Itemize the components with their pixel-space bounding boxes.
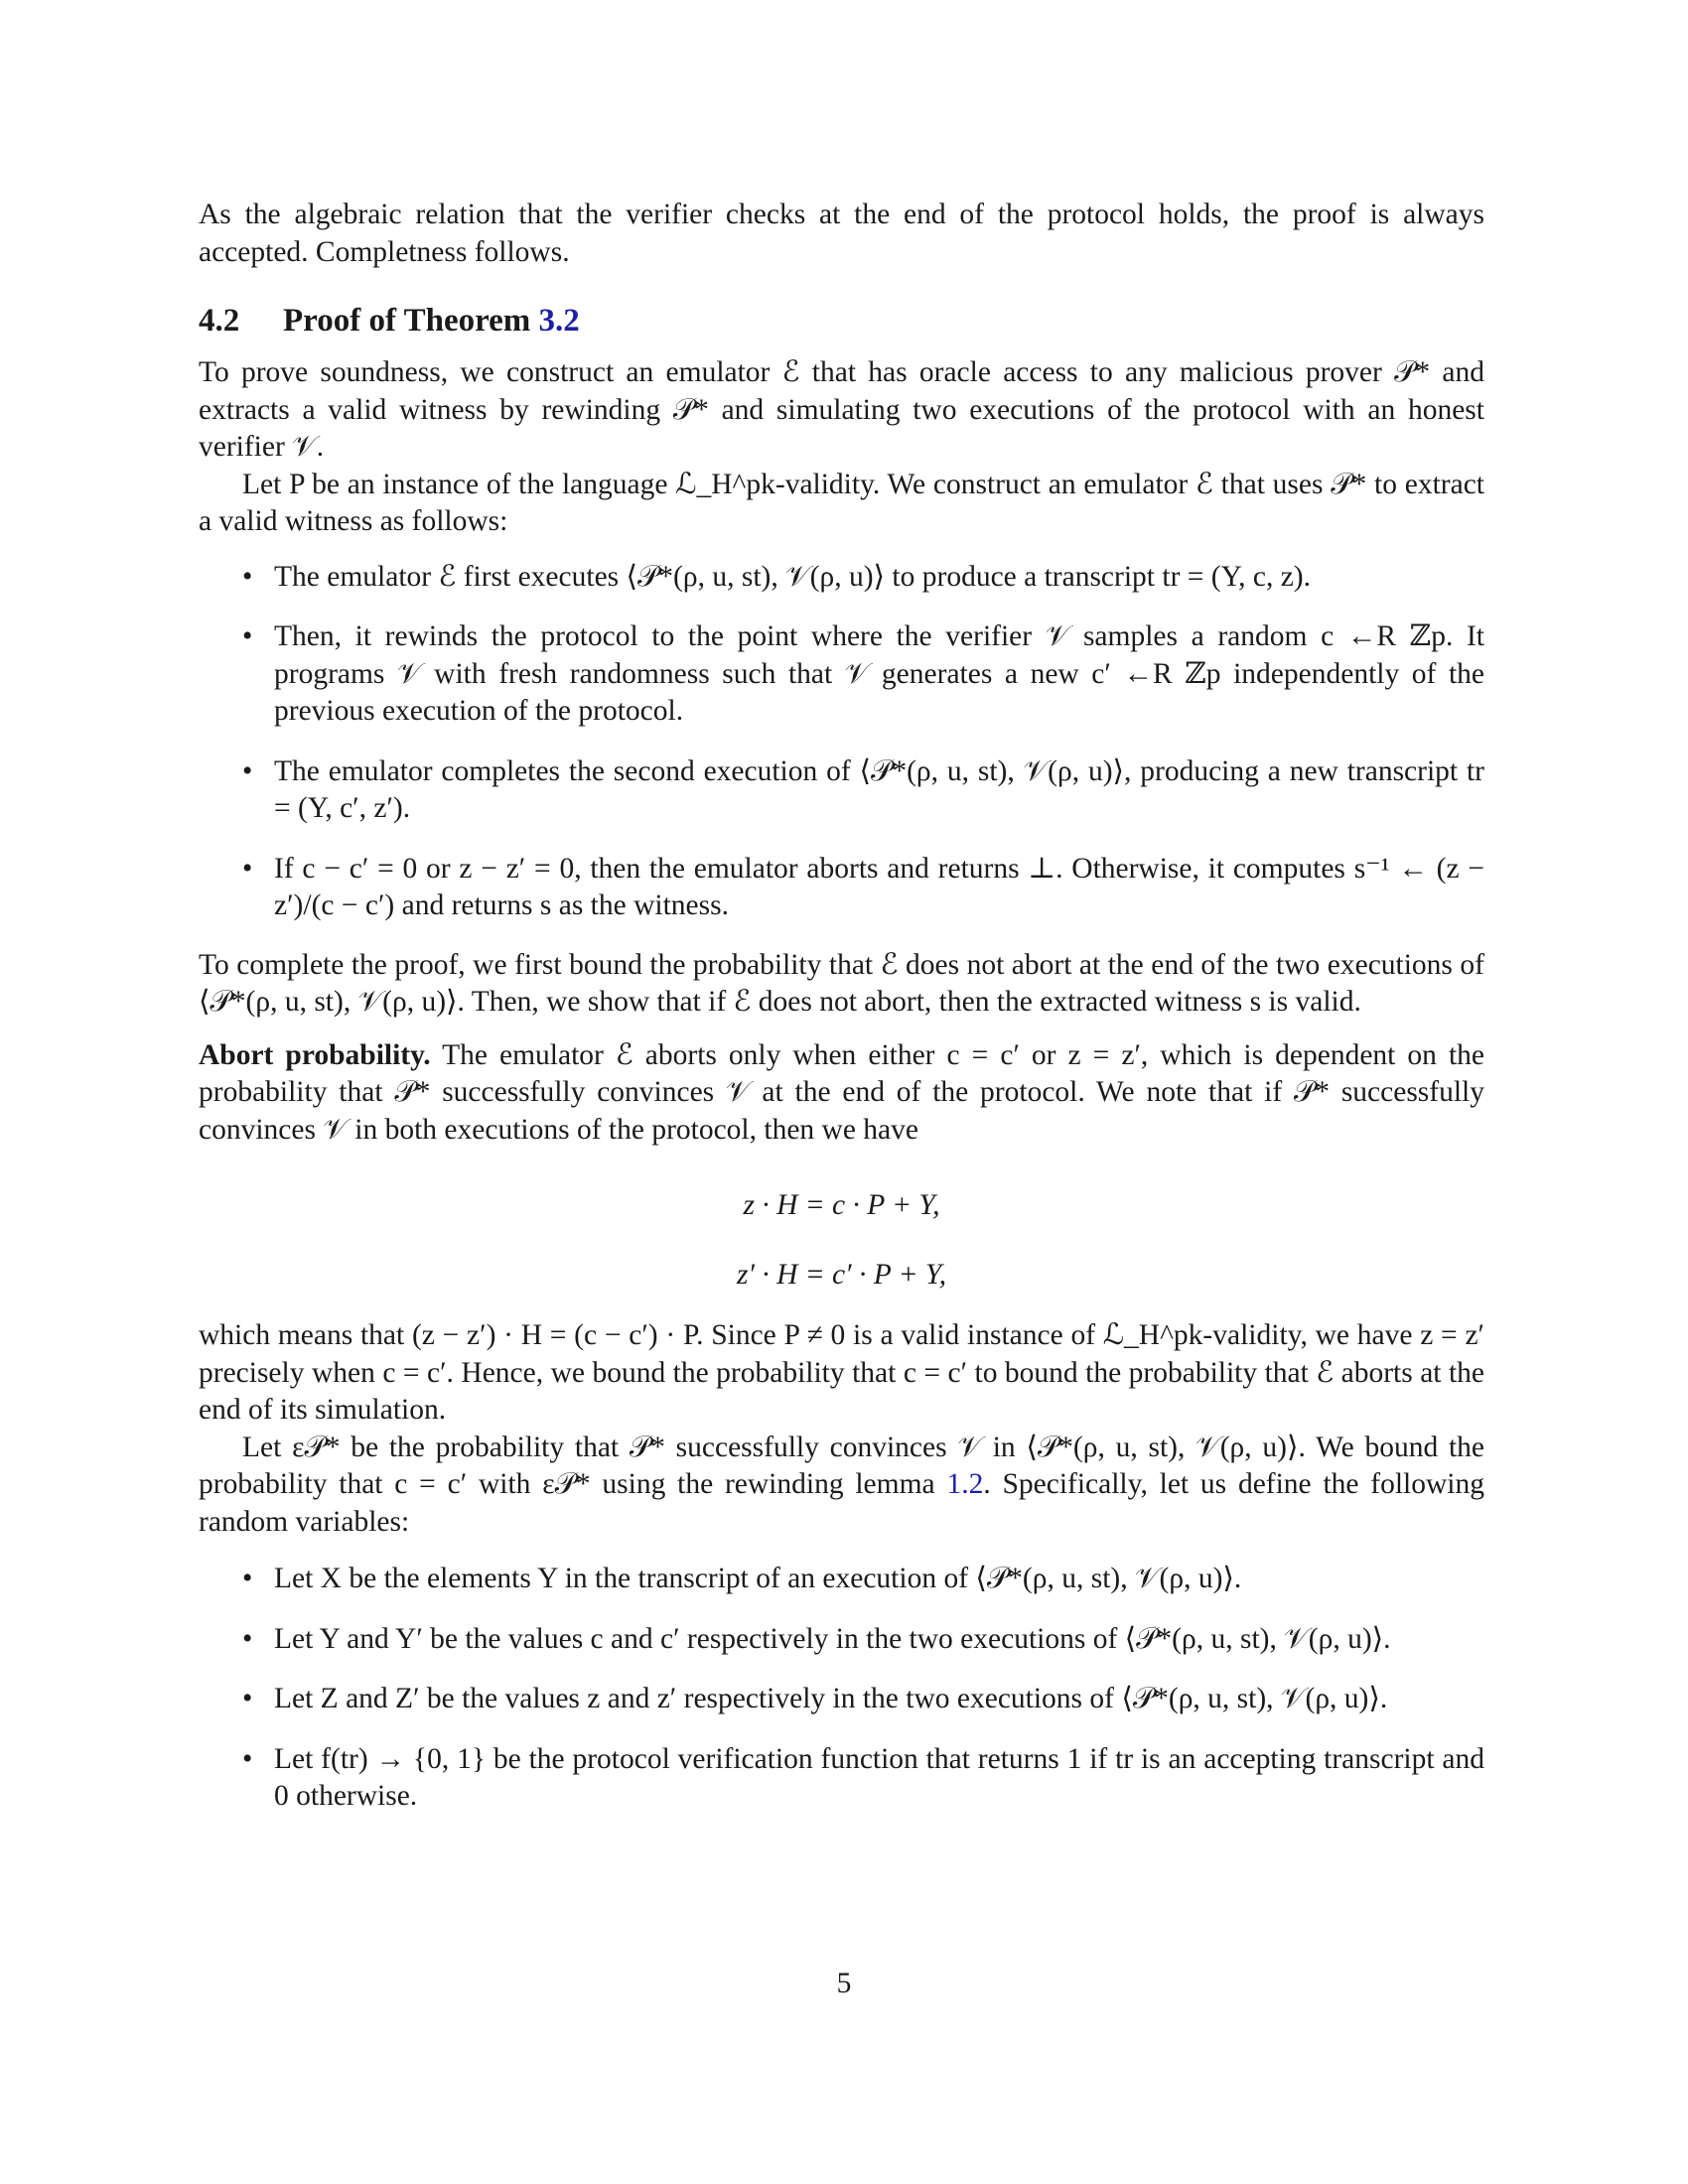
equation-line: z′ · H = c′ · P + Y, [737,1259,946,1291]
list-item: • The emulator completes the second execution of ⟨𝒫*(ρ, u, st), 𝒱(ρ, u)⟩, producing a new transcript tr = (Y, c′, z′). [199,753,1484,828]
paragraph-plan: To complete the proof, we first bound the probability that ℰ does not abort at the end of the two executions of ⟨𝒫*(ρ, u, st), 𝒱(ρ, u)⟩. Then, we show that if ℰ does not abort, then the extracted witness s is valid. [199,948,1484,1018]
list-item: • The emulator ℰ first executes ⟨𝒫*(ρ, u, st), 𝒱(ρ, u)⟩ to produce a transcript tr = (Y, c, z). [199,559,1484,597]
paragraph-epsilon [199,1430,1484,1542]
list-item: • Then, it rewinds the protocol to the point where the verifier 𝒱 samples a random c ←R ℤp. It programs 𝒱 with fresh randomness such that 𝒱 generates a new c′ ←R ℤp independently of the previous execution of the protocol. [199,618,1484,731]
list-item: • Let Y and Y′ be the values c and c′ respectively in the two executions of ⟨𝒫*(ρ, u, st), 𝒱(ρ, u)⟩. [199,1621,1484,1659]
epsilon-text: Let ε𝒫* be the probability that 𝒫* successfully convinces 𝒱 in ⟨𝒫*(ρ, u, st), 𝒱(ρ, u)⟩. We bound the probability that c = c′ with ε𝒫* using the rewinding lemma [199,1431,1484,1500]
paragraph-soundness-intro: To prove soundness, we construct an emulator ℰ that has oracle access to any malicious prover 𝒫* and extracts a valid witness by rewinding 𝒫* and simulating two executions of the protocol with an honest verifier 𝒱. [199,356,1484,463]
paragraph-abort [199,1037,1484,1150]
list-item: • Let f(tr) → {0, 1} be the protocol verification function that returns 1 if tr is an accepting transcript and 0 otherwise. [199,1741,1484,1816]
theorem-reference-link[interactable]: 3.2 [538,303,580,339]
section-heading [199,301,1484,341]
list-item: • Let Z and Z′ be the values z and z′ respectively in the two executions of ⟨𝒫*(ρ, u, st), 𝒱(ρ, u)⟩. [199,1681,1484,1718]
page-number: 5 [836,1968,852,1999]
list-item: • Let X be the elements Y in the transcript of an execution of ⟨𝒫*(ρ, u, st), 𝒱(ρ, u)⟩. [199,1561,1484,1598]
equation-line: z · H = c · P + Y, [743,1189,940,1221]
emulator-steps-list [199,559,1484,925]
list-item: • If c − c′ = 0 or z − z′ = 0, then the emulator aborts and returns ⊥. Otherwise, it computes s⁻¹ ← (z − z′)/(c − c′) and returns s as the witness. [199,851,1484,925]
equation-block [199,1170,1484,1309]
random-variables-list [199,1561,1484,1816]
section-title: Proof of Theorem [283,303,539,339]
lemma-reference-link[interactable]: 1.2 [946,1468,984,1500]
paragraph-instance: Let P be an instance of the language ℒ_H^pk-validity. We construct an emulator ℰ that uses 𝒫* to extract a valid witness as follows: [199,468,1484,537]
section-number: 4.2 [199,303,240,339]
paragraph-means: which means that (z − z′) · H = (c − c′) · P. Since P ≠ 0 is a valid instance of ℒ_H^pk-validity, we have z = z′ precisely when c = c′. Hence, we bound the probability that c = c′ to bound the probability that ℰ aborts at the end of its simulation. [199,1319,1484,1426]
epsilon-tail: . Specifically, let us define the following random variables: [199,1468,1484,1538]
paragraph-completeness: As the algebraic relation that the verifier checks at the end of the protocol holds, the proof is always accepted. Completness follows. [199,199,1484,268]
abort-runin-heading: Abort probability. [199,1038,431,1071]
page-body [199,197,1484,1816]
abort-text: The emulator ℰ aborts only when either c = c′ or z = z′, which is dependent on the probability that 𝒫* successfully convinces 𝒱 at the end of the protocol. We note that if 𝒫* successfully convinces 𝒱 in both executions of the protocol, then we have [199,1038,1484,1146]
